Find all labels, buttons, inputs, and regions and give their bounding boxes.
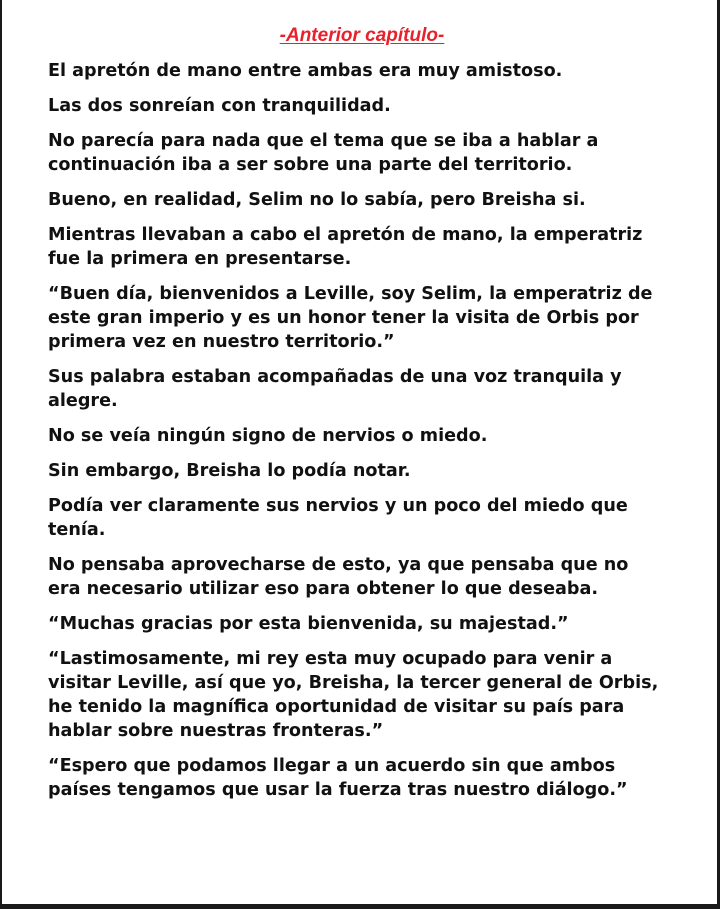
paragraph-line: hablar sobre nuestras fronteras.” bbox=[48, 721, 384, 741]
paragraph bbox=[48, 365, 688, 413]
paragraph bbox=[48, 188, 688, 212]
paragraph bbox=[48, 459, 688, 483]
paragraph bbox=[48, 424, 688, 448]
paragraph bbox=[48, 553, 688, 601]
paragraph-line: No pensaba aprovecharse de esto, ya que pensaba que no bbox=[48, 555, 629, 575]
paragraph bbox=[48, 59, 688, 83]
paragraph-line: he tenido la magnífica oportunidad de visitar su país para bbox=[48, 697, 625, 717]
paragraph-line: Sin embargo, Breisha lo podía notar. bbox=[48, 461, 411, 481]
paragraph-line: fue la primera en presentarse. bbox=[48, 249, 352, 269]
paragraph bbox=[48, 129, 688, 177]
paragraph-line: No se veía ningún signo de nervios o miedo. bbox=[48, 426, 488, 446]
paragraph-line: Las dos sonreían con tranquilidad. bbox=[48, 96, 391, 116]
paragraph-line: continuación iba a ser sobre una parte del territorio. bbox=[48, 155, 573, 175]
paragraph-line: países tengamos que usar la fuerza tras nuestro diálogo.” bbox=[48, 780, 628, 800]
paragraph-line: este gran imperio y es un honor tener la visita de Orbis por bbox=[48, 308, 639, 328]
paragraph-line: era necesario utilizar eso para obtener lo que deseaba. bbox=[48, 579, 599, 599]
paragraph-line: “Buen día, bienvenidos a Leville, soy Selim, la emperatriz de bbox=[48, 284, 653, 304]
chapter-body bbox=[48, 59, 688, 813]
paragraph-line: “Lastimosamente, mi rey esta muy ocupado para venir a bbox=[48, 649, 613, 669]
paragraph bbox=[48, 647, 688, 743]
chapter-title: -Anterior capítulo- bbox=[279, 25, 445, 46]
paragraph-line: Podía ver claramente sus nervios y un poco del miedo que bbox=[48, 496, 628, 516]
paragraph-line: tenía. bbox=[48, 520, 106, 540]
paragraph-line: Bueno, en realidad, Selim no lo sabía, pero Breisha si. bbox=[48, 190, 586, 210]
paragraph bbox=[48, 754, 688, 802]
paragraph-line: Mientras llevaban a cabo el apretón de mano, la emperatriz bbox=[48, 225, 643, 245]
paragraph bbox=[48, 94, 688, 118]
paragraph-line: “Espero que podamos llegar a un acuerdo sin que ambos bbox=[48, 756, 616, 776]
paragraph-line: alegre. bbox=[48, 391, 118, 411]
paragraph bbox=[48, 223, 688, 271]
paragraph-line: “Muchas gracias por esta bienvenida, su majestad.” bbox=[48, 614, 569, 634]
paragraph bbox=[48, 494, 688, 542]
paragraph-line: No parecía para nada que el tema que se iba a hablar a bbox=[48, 131, 599, 151]
paragraph bbox=[48, 612, 688, 636]
paragraph bbox=[48, 282, 688, 354]
paragraph-line: El apretón de mano entre ambas era muy amistoso. bbox=[48, 61, 563, 81]
paragraph-line: Sus palabra estaban acompañadas de una voz tranquila y bbox=[48, 367, 622, 387]
paragraph-line: visitar Leville, así que yo, Breisha, la tercer general de Orbis, bbox=[48, 673, 659, 693]
paragraph-line: primera vez en nuestro territorio.” bbox=[48, 332, 395, 352]
